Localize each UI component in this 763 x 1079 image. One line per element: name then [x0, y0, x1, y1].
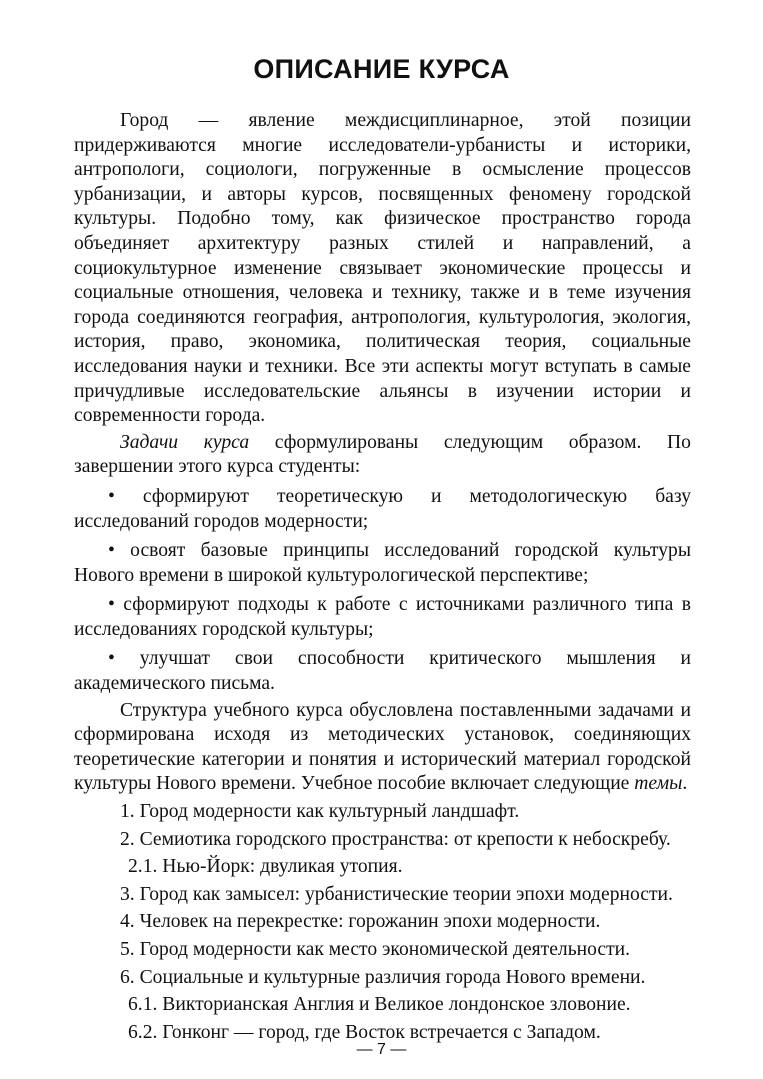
- structure-end: .: [682, 773, 688, 795]
- body-text: [74, 109, 691, 1045]
- topic-item: 1. Город модерности как культурный ландшафт.: [120, 801, 520, 823]
- structure-text: Структура учебного курса обусловлена поставленными задачами и сформирована исходя из методических установок, соединяющих теоретические категории и понятия и исторический материал городской культуры Нового времени. Учебное пособие включает следующие: [74, 699, 691, 795]
- bullet-item: • сформируют теоретическую и методологическую базу исследований городов модерности;: [74, 485, 691, 532]
- intro-paragraph: Город — явление междисциплинарное, этой позиции придерживаются многие исследователи-урбанисты и историки, антропологи, социологи, погруженные в осмысление процессов урбанизации, и авторы курсов, посвященных феномену городской культуры. Подобно тому, как физическое пространство города объединяет архитектуру разных стилей и направлений, а социокультурное изменение связывает экономические процессы и социальные отношения, человека и технику, также и в теме изучения города соединяются география, антропология, культурология, экология, история, право, экономика, политическая теория, социальные исследования науки и техники. Все эти аспекты могут вступать в самые причудливые исследовательские альянсы в изучении истории и современности города.: [74, 110, 691, 427]
- page-title: ОПИСАНИЕ КУРСА: [253, 54, 510, 84]
- page-number: — 7 —: [356, 1041, 407, 1058]
- structure-paragraph: [74, 699, 691, 797]
- tasks-label: Задачи курса: [120, 431, 250, 453]
- topic-subitem: 2.1. Нью-Йорк: двуликая утопия.: [128, 856, 403, 878]
- topic-item: 5. Город модерности как место экономической деятельности.: [120, 939, 631, 960]
- topic-item: 3. Город как замысел: урбанистические теории эпохи модерности.: [120, 883, 673, 905]
- tasks-text: сформулированы следующим образом. По завершении этого курса студенты:: [74, 431, 691, 478]
- tasks-paragraph: [74, 431, 691, 480]
- topic-subitem: 6.1. Викторианская Англия и Великое лондонское зловоние.: [128, 994, 631, 1016]
- bullet-item: • улучшат свои способности критического мышления и академического письма.: [74, 648, 691, 695]
- bullet-item: • освоят базовые принципы исследований городской культуры Нового времени в широкой культурологической перспективе;: [74, 540, 691, 586]
- bullet-item: • сформируют подходы к работе с источниками различного типа в исследованиях городской культуры;: [74, 594, 691, 640]
- topic-item: 4. Человек на перекрестке: горожанин эпохи модерности.: [120, 911, 601, 933]
- topic-subitem: 6.2. Гонконг — город, где Восток встречается с Западом.: [128, 1021, 601, 1043]
- topic-item: 2. Семиотика городского пространства: от крепости к небоскребу.: [120, 828, 671, 850]
- topic-item: 6. Социальные и культурные различия города Нового времени.: [120, 966, 646, 988]
- structure-italic: темы: [634, 773, 683, 795]
